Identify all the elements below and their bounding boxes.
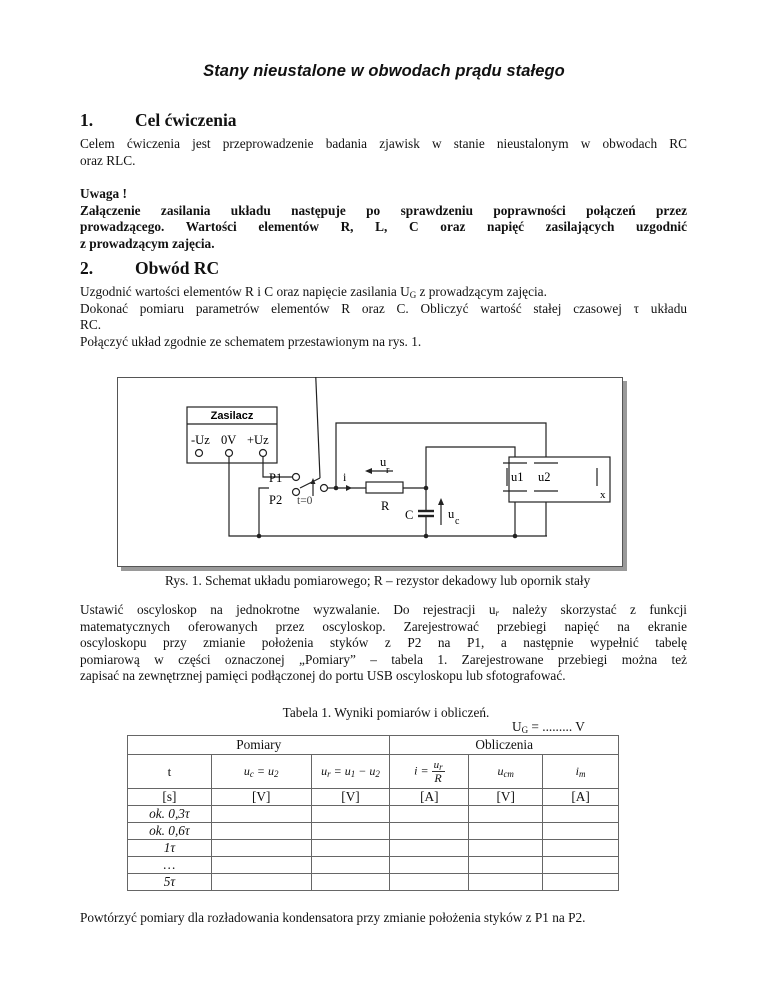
table-cell[interactable]: [311, 857, 390, 874]
section-1-paragraph: Celem ćwiczenia jest przeprowadzenie badania zjawisk w stanie nieustalonym w obwodach RC oraz RLC.: [80, 136, 687, 168]
oscilloscope-paragraph: Ustawić oscyloskop na jednokrotne wyzwalanie. Do rejestracji $u_r$ należy skorzystać z funkcji matematycznych oferowanych przez oscyloskop. Zarejestrować przebiegi napięć na ekranie oscyloskopu przy zmianie położenia styków z P2 na P1, a następnie wypełnić tabelę pomiarową w części oznaczonej „Pomiary” – tabela 1. Zarejestrowane przebiegi można też zapisać na zewnętrznej pamięci podłączonej do portu USB oscyloskopu lub sfotografować.: [80, 602, 688, 683]
scope-mode-label: x: [599, 488, 605, 501]
table-cell[interactable]: [390, 823, 469, 840]
switch-time-label: t=0: [296, 494, 312, 507]
table-cell[interactable]: [311, 840, 390, 857]
table-cell[interactable]: [469, 840, 543, 857]
table-cell[interactable]: [390, 806, 469, 823]
section-1-heading: [80, 110, 680, 132]
terminal-pos-label: +Uz: [246, 432, 269, 447]
table-cell[interactable]: [211, 823, 311, 840]
table-row: …: [128, 857, 619, 874]
switch-p1-label: P1: [268, 470, 282, 485]
section-number: 2.: [80, 258, 94, 278]
header-t: t: [128, 755, 212, 789]
section-number: 1.: [80, 110, 94, 130]
table-cell[interactable]: [543, 857, 619, 874]
table-cell[interactable]: [469, 823, 543, 840]
terminal-neg-label: -Uz: [190, 432, 210, 447]
table-cell[interactable]: [211, 857, 311, 874]
circuit-diagram: [117, 377, 623, 567]
table-cell[interactable]: [211, 874, 311, 891]
table-group-header-row: [128, 736, 619, 755]
capacitor-label: C: [404, 507, 413, 522]
table-cell[interactable]: [211, 806, 311, 823]
resistor-voltage-sub: r: [385, 464, 389, 476]
header-im: $i_m$: [543, 755, 619, 789]
group-header-calculations: Obliczenia: [390, 736, 619, 755]
switch: [269, 471, 328, 507]
switch-p2-label: P2: [268, 492, 282, 507]
power-supply: [187, 407, 277, 463]
closing-paragraph: Powtórzyć pomiary dla rozładowania kondensatora przy zmianie położenia styków z P1 na P2.: [80, 910, 586, 925]
table-row: ok. 0,3τ: [128, 806, 619, 823]
section-title: Cel ćwiczenia: [135, 110, 237, 130]
section-2-intro: Uzgodnić wartości elementów R i C oraz napięcie zasilania $U_G$ z prowadzącym zajęcia. Dokonać pomiaru parametrów elementów R oraz C. Obliczyć wartość stałej czasowej τ układu RC. Połączyć układ zgodnie ze schematem przestawionym na rys. 1.: [80, 284, 687, 349]
table-row: ok. 0,6τ: [128, 823, 619, 840]
capacitor: [405, 498, 460, 527]
table-caption: Tabela 1. Wyniki pomiarów i obliczeń.: [282, 705, 490, 720]
table-row: 1τ: [128, 840, 619, 857]
section-2-heading: [80, 258, 680, 280]
oscilloscope: [503, 457, 610, 502]
table-cell[interactable]: [543, 840, 619, 857]
resistor-label: R: [380, 498, 389, 513]
supply-voltage-field: $U_G$ = ......... V: [512, 719, 585, 735]
header-ur: $u_r = u_1 - u_2$: [311, 755, 390, 789]
table-cell[interactable]: [543, 806, 619, 823]
terminal-0v-label: 0V: [220, 432, 236, 447]
warning-label: Uwaga !: [80, 186, 127, 201]
resistor-voltage-label: u: [379, 454, 386, 469]
table-cell[interactable]: [311, 806, 390, 823]
table-cell[interactable]: [543, 874, 619, 891]
capacitor-voltage-sub: c: [454, 515, 459, 527]
page-title: Stany nieustalone w obwodach prądu stałego: [203, 62, 565, 80]
warning-note: Uwaga ! Załączenie zasilania układu następuje po sprawdzeniu poprawności połączeń przez prowadzącego. Wartości elementów R, L, C oraz napięć zasilających uzgodnić z prowadzącym zajęcia.: [80, 186, 687, 251]
resistor: [365, 455, 403, 513]
table-cell[interactable]: [469, 874, 543, 891]
capacitor-voltage-label: u: [447, 506, 454, 521]
table-cell[interactable]: [469, 806, 543, 823]
table-cell[interactable]: [311, 874, 390, 891]
rc-circuit-schematic: [117, 377, 621, 565]
power-supply-label: Zasilacz: [210, 409, 253, 422]
results-table: [127, 735, 619, 891]
section-title: Obwód RC: [135, 258, 220, 278]
scope-ch2-label: u2: [537, 469, 550, 484]
current-label: i: [342, 469, 346, 484]
header-i: i = $\frac{u_r}{R}$: [390, 755, 469, 789]
table-symbol-row: [128, 755, 619, 789]
table-cell[interactable]: [390, 874, 469, 891]
table-cell[interactable]: [311, 823, 390, 840]
table-cell[interactable]: [469, 857, 543, 874]
table-cell[interactable]: [390, 840, 469, 857]
table-row: 5τ: [128, 874, 619, 891]
table-unit-row: [s] [V] [V] [A] [V] [A]: [128, 789, 619, 806]
table-cell[interactable]: [543, 823, 619, 840]
scope-ch1-label: u1: [510, 469, 523, 484]
table-cell[interactable]: [390, 857, 469, 874]
figure-caption: Rys. 1. Schemat układu pomiarowego; R – rezystor dekadowy lub opornik stały: [165, 573, 591, 588]
group-header-measurements: Pomiary: [128, 736, 390, 755]
header-uc: $u_c = u_2$: [211, 755, 311, 789]
table-cell[interactable]: [211, 840, 311, 857]
header-ucm: $u_{cm}$: [469, 755, 543, 789]
